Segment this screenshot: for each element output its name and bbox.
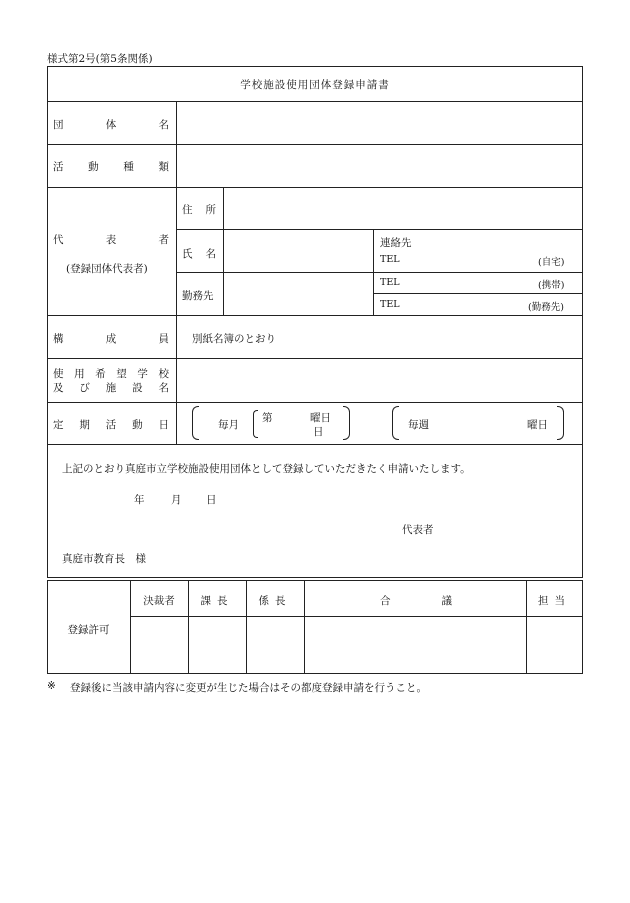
date-month: 月 — [171, 494, 182, 506]
label-workplace: 勤務先 — [182, 290, 214, 302]
label-address: 住 所 — [182, 204, 216, 216]
left-bracket — [192, 406, 199, 440]
label-activity-type: 活 動 種 類 — [53, 161, 169, 173]
tel-work-label: TEL — [380, 299, 400, 310]
form-title: 学校施設使用団体登録申請書 — [240, 79, 390, 91]
label-name: 氏 名 — [182, 248, 216, 260]
tel-home-type: (自宅) — [538, 257, 565, 268]
date-day: 日 — [206, 494, 217, 506]
ordinal-label: 第 — [262, 412, 273, 424]
footnote-mark: ※ — [47, 680, 56, 692]
application-form — [47, 66, 583, 578]
day-label: 日 — [313, 426, 324, 438]
right-bracket — [343, 406, 350, 440]
declaration-text: 上記のとおり真庭市立学校施設使用団体として登録していただきたく申請いたします。 — [62, 463, 471, 475]
addressee: 真庭市教育長 様 — [62, 553, 146, 565]
col-in-charge: 担当 — [538, 595, 571, 607]
label-group-name: 団 体 名 — [53, 119, 169, 131]
col-subsection-chief: 係長 — [258, 595, 292, 607]
declaration-representative: 代表者 — [402, 524, 434, 536]
label-representative-sub: (登録団体代表者) — [66, 263, 148, 275]
label-school-line1: 使 用 希 望 学 校 — [53, 368, 169, 380]
members-value: 別紙名簿のとおり — [192, 333, 276, 345]
weekday-label: 曜日 — [310, 412, 331, 424]
tel-mobile-type: (携帯) — [538, 280, 565, 291]
monthly-label: 毎月 — [218, 419, 239, 431]
tel-work-type: (勤務先) — [528, 302, 564, 313]
curly-brace — [253, 410, 258, 438]
label-members: 構 成 員 — [53, 333, 169, 345]
label-representative: 代 表 者 — [53, 234, 169, 246]
tel-home-label: TEL — [380, 254, 400, 265]
weekly-left-bracket — [392, 406, 399, 440]
tel-mobile-label: TEL — [380, 277, 400, 288]
col-approver: 決裁者 — [143, 595, 175, 607]
date-year: 年 — [134, 494, 145, 506]
form-number: 様式第2号(第5条関係) — [47, 53, 153, 65]
label-school-line2: 及 び 施 設 名 — [53, 382, 169, 394]
weekly-right-bracket — [557, 406, 564, 440]
weekly-weekday-label: 曜日 — [527, 419, 548, 431]
label-contact: 連絡先 — [380, 237, 412, 249]
col-section-chief: 課長 — [200, 595, 234, 607]
weekly-label: 毎週 — [408, 419, 429, 431]
col-consultation: 合 議 — [380, 595, 452, 607]
footnote-text: 登録後に当該申請内容に変更が生じた場合はその都度登録申請を行うこと。 — [70, 682, 427, 694]
label-regular-day: 定 期 活 動 日 — [53, 419, 169, 431]
approval-label: 登録許可 — [67, 624, 110, 636]
